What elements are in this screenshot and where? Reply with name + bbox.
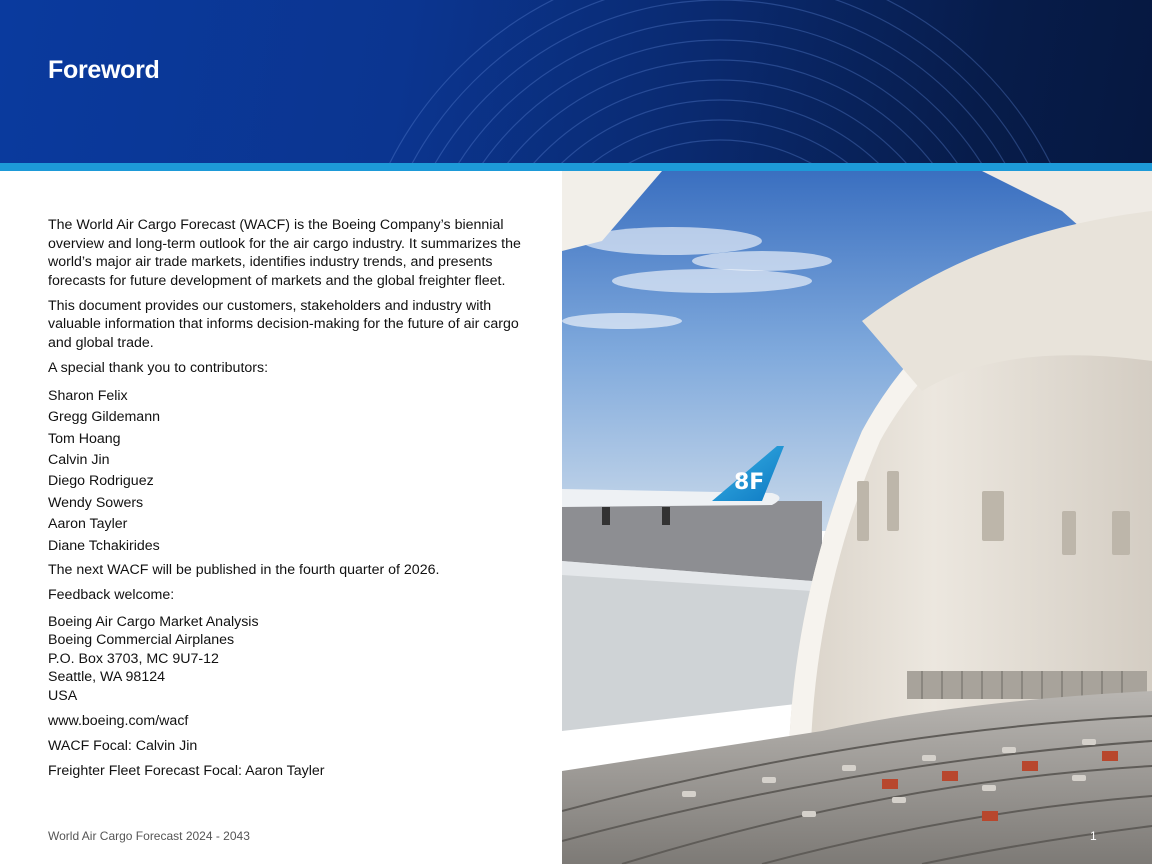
cargo-hold-illustration (562, 171, 1152, 864)
next-edition-note: The next WACF will be published in the fourth quarter of 2026. (48, 562, 440, 578)
intro-paragraph: The World Air Cargo Forecast (WACF) is the Boeing Company’s biennial overview and long-term outlook for the air cargo industry. It summarizes the world’s major air trade markets, identifies industry trends, and presents forecasts for future development of markets and the global freighter fleet. (48, 217, 521, 289)
wacf-focal: WACF Focal: Calvin Jin (48, 737, 198, 754)
contributor-name: Diego Rodriguez (48, 473, 154, 490)
address-line: Boeing Air Cargo Market Analysis (48, 613, 259, 630)
feedback-label: Feedback welcome: (48, 587, 175, 604)
address-line: USA (48, 688, 78, 705)
fleet-focal: Freighter Fleet Forecast Focal: Aaron Tayler (48, 762, 325, 779)
tail-marking: 8F (734, 470, 765, 495)
cargo-hold-photo (562, 171, 1152, 864)
contributor-name: Tom Hoang (48, 430, 121, 447)
mailing-address (48, 613, 538, 706)
decorative-arcs (0, 0, 1152, 163)
website-link[interactable]: www.boeing.com/wacf (48, 712, 189, 729)
address-line: P.O. Box 3703, MC 9U7-12 (48, 650, 219, 667)
foreword-body (48, 216, 538, 787)
contributor-name: Diane Tchakirides (48, 537, 160, 554)
address-line: Boeing Commercial Airplanes (48, 632, 235, 649)
address-line: Seattle, WA 98124 (48, 669, 165, 686)
purpose-paragraph: This document provides our customers, stakeholders and industry with valuable information that informs decision-making for the future of air cargo and global trade. (48, 297, 519, 352)
contributor-name: Calvin Jin (48, 451, 110, 468)
contributor-name: Aaron Tayler (48, 516, 128, 533)
accent-bar (0, 163, 1152, 171)
footer-publication: World Air Cargo Forecast 2024 - 2043 (48, 829, 250, 843)
page-title: Foreword (48, 56, 160, 84)
page-number: 1 (1090, 829, 1097, 843)
contributor-name: Sharon Felix (48, 387, 128, 404)
thanks-paragraph: A special thank you to contributors: (48, 360, 269, 377)
header-banner (0, 0, 1152, 163)
contributors-list (48, 386, 538, 557)
contributor-name: Gregg Gildemann (48, 409, 160, 426)
contributor-name: Wendy Sowers (48, 494, 144, 511)
